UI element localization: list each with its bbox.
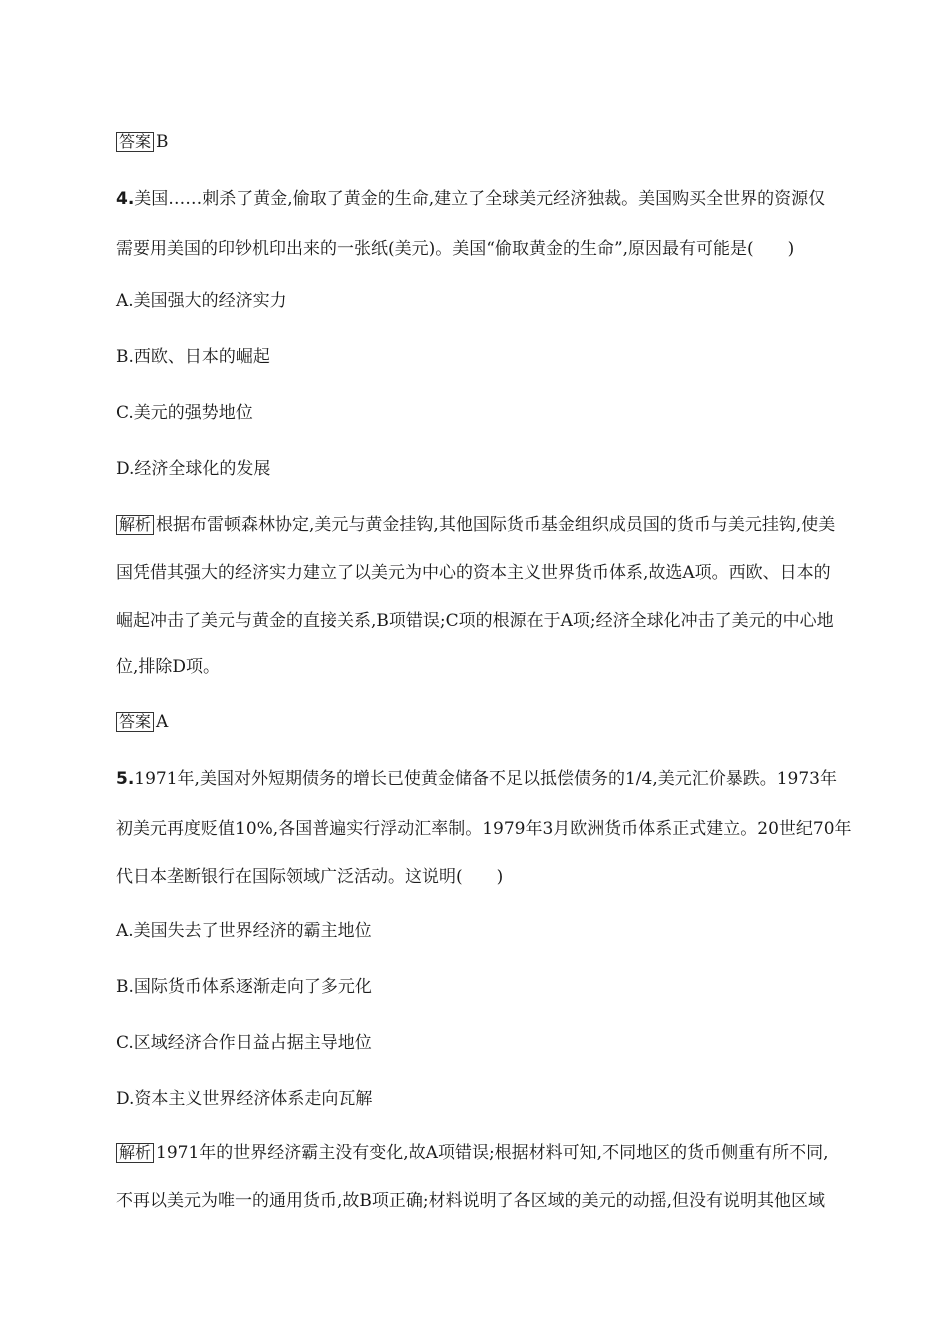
question-4-analysis-line-1	[116, 514, 835, 536]
answer-value: B	[156, 132, 169, 152]
answer-tag: 答案	[116, 132, 154, 152]
question-5-stem-line-3: 代日本垄断银行在国际领域广泛活动。这说明( )	[116, 867, 504, 887]
question-5-stem-line-1	[116, 768, 837, 790]
answer-3	[116, 131, 169, 153]
question-5-option-d: D.资本主义世界经济体系走向瓦解	[116, 1089, 373, 1109]
question-5-stem-line-2: 初美元再度贬值10%,各国普遍实行浮动汇率制。1979年3月欧洲货币体系正式建立。20世纪70年	[116, 819, 852, 839]
analysis-tag: 解析	[116, 515, 154, 535]
question-4-option-c: C.美元的强势地位	[116, 403, 253, 423]
question-5-option-c: C.区域经济合作日益占据主导地位	[116, 1033, 372, 1053]
question-4-option-d: D.经济全球化的发展	[116, 459, 271, 479]
analysis-tag: 解析	[116, 1143, 154, 1163]
question-4-analysis-line-3: 崛起冲击了美元与黄金的直接关系,B项错误;C项的根源在于A项;经济全球化冲击了美元的中心地	[116, 611, 834, 631]
question-4-analysis-line-2: 国凭借其强大的经济实力建立了以美元为中心的资本主义世界货币体系,故选A项。西欧、日本的	[116, 563, 831, 583]
question-4-stem-line-1	[116, 188, 825, 210]
question-number: 4.	[116, 189, 135, 209]
analysis-text: 根据布雷顿森林协定,美元与黄金挂钩,其他国际货币基金组织成员国的货币与美元挂钩,使美	[156, 515, 836, 535]
question-4-analysis-line-4: 位,排除D项。	[116, 657, 221, 677]
question-5-analysis-line-1	[116, 1142, 829, 1164]
question-4-stem-line-2: 需要用美国的印钞机印出来的一张纸(美元)。美国“偷取黄金的生命”,原因最有可能是( )	[116, 239, 795, 259]
question-4-option-a: A.美国强大的经济实力	[116, 291, 287, 311]
answer-4	[116, 711, 168, 733]
answer-tag: 答案	[116, 712, 154, 732]
question-5-option-a: A.美国失去了世界经济的霸主地位	[116, 921, 372, 941]
question-5-option-b: B.国际货币体系逐渐走向了多元化	[116, 977, 372, 997]
analysis-text: 1971年的世界经济霸主没有变化,故A项错误;根据材料可知,不同地区的货币侧重有所不同,	[156, 1143, 829, 1163]
answer-value: A	[156, 712, 169, 732]
question-4-option-b: B.西欧、日本的崛起	[116, 347, 270, 367]
question-text: 美国……刺杀了黄金,偷取了黄金的生命,建立了全球美元经济独裁。美国购买全世界的资源仅	[134, 189, 826, 209]
question-5-analysis-line-2: 不再以美元为唯一的通用货币,故B项正确;材料说明了各区域的美元的动摇,但没有说明其他区域	[116, 1191, 826, 1211]
question-text: 1971年,美国对外短期债务的增长已使黄金储备不足以抵偿债务的1/4,美元汇价暴跌。1973年	[134, 769, 837, 789]
question-number: 5.	[116, 769, 135, 789]
